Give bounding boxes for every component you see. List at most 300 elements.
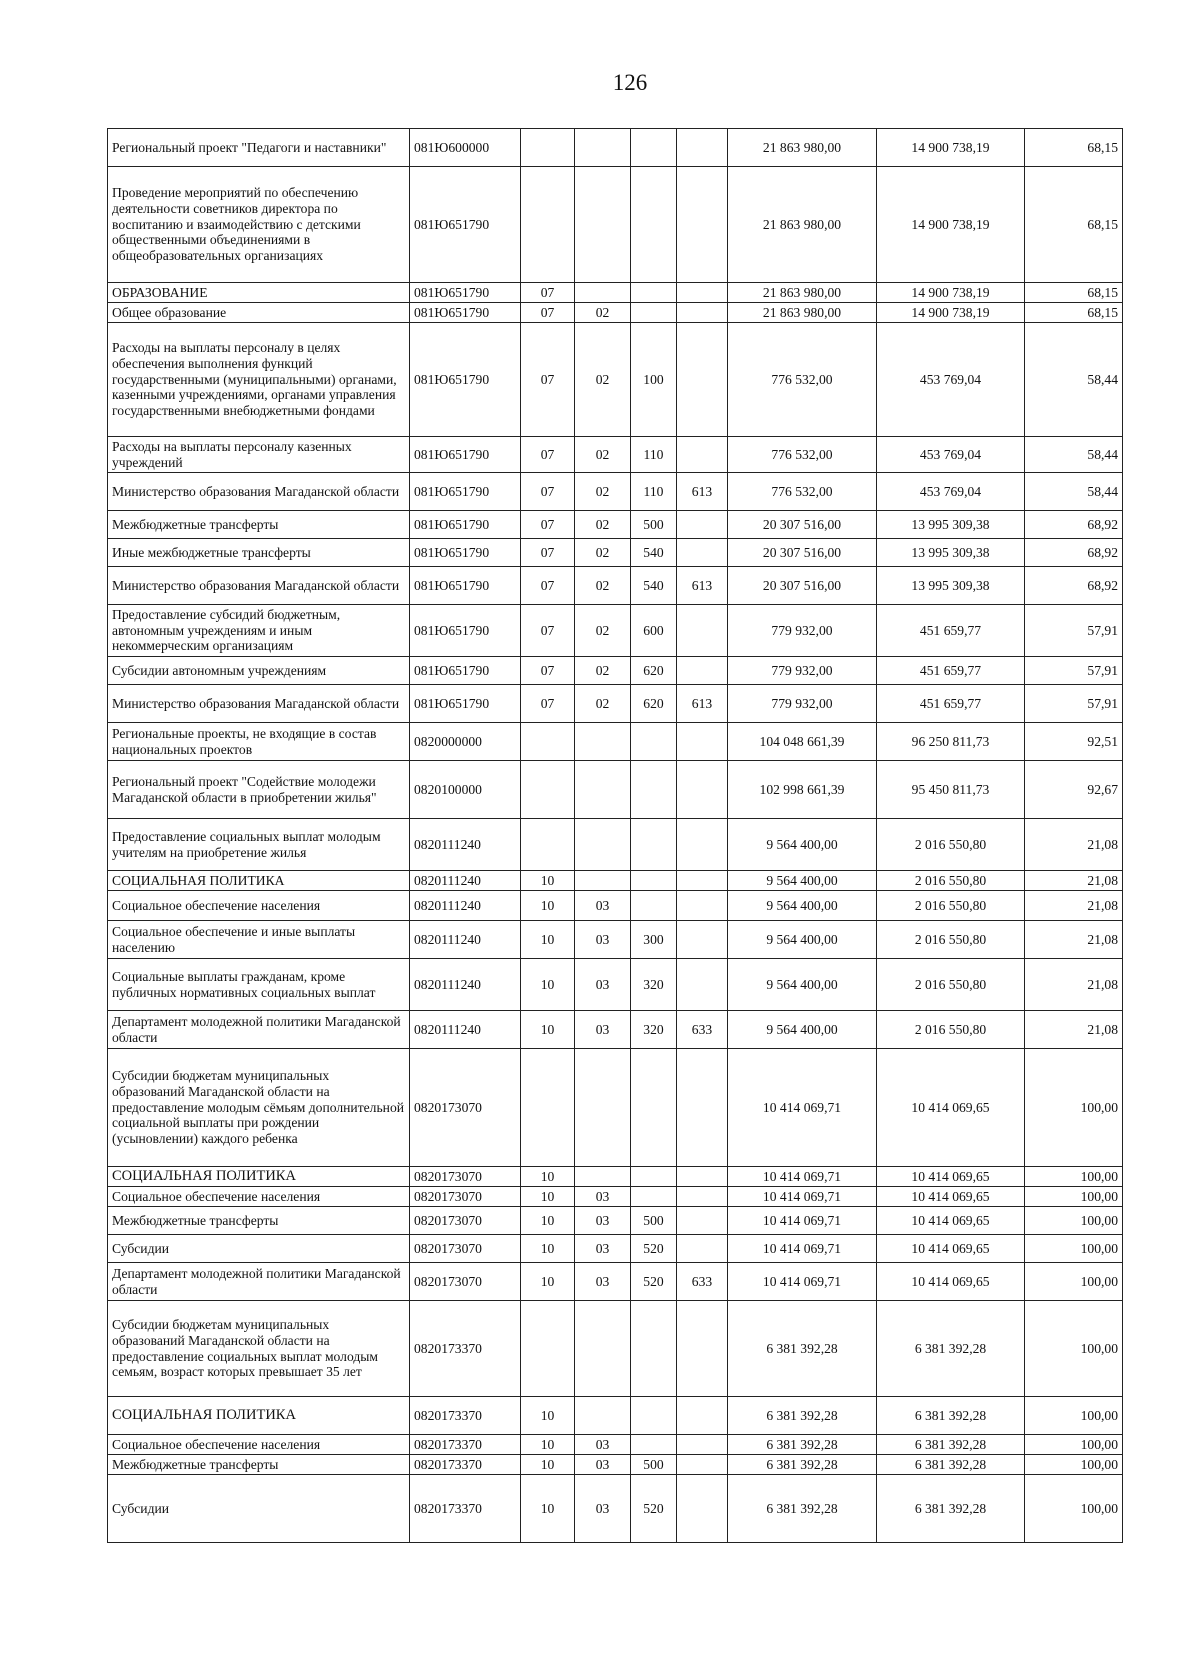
row-section: 10 — [521, 959, 575, 1011]
row-actual-amount: 6 381 392,28 — [877, 1455, 1025, 1475]
row-name: Субсидии — [108, 1475, 410, 1543]
row-target-article: 081Ю651790 — [410, 657, 521, 685]
row-expense-type: 520 — [631, 1235, 677, 1263]
row-percent: 100,00 — [1025, 1187, 1123, 1207]
row-subsection: 02 — [575, 437, 631, 473]
table-row — [108, 323, 1123, 437]
row-admin-code — [677, 1187, 728, 1207]
row-target-article: 0820173070 — [410, 1263, 521, 1301]
table-row — [108, 605, 1123, 657]
row-subsection: 02 — [575, 539, 631, 567]
row-section — [521, 761, 575, 819]
budget-table-body — [108, 129, 1123, 1543]
row-percent: 21,08 — [1025, 819, 1123, 871]
row-target-article: 0820173070 — [410, 1235, 521, 1263]
row-percent: 57,91 — [1025, 605, 1123, 657]
row-expense-type — [631, 129, 677, 167]
row-expense-type: 600 — [631, 605, 677, 657]
row-actual-amount: 453 769,04 — [877, 437, 1025, 473]
row-target-article: 0820173070 — [410, 1187, 521, 1207]
row-section: 10 — [521, 1187, 575, 1207]
row-subsection: 02 — [575, 303, 631, 323]
table-row — [108, 891, 1123, 921]
table-row — [108, 437, 1123, 473]
row-expense-type — [631, 1435, 677, 1455]
table-row — [108, 539, 1123, 567]
row-admin-code — [677, 657, 728, 685]
row-actual-amount: 6 381 392,28 — [877, 1301, 1025, 1397]
row-planned-amount: 779 932,00 — [728, 685, 877, 723]
row-subsection: 03 — [575, 1235, 631, 1263]
row-admin-code — [677, 1167, 728, 1187]
row-expense-type — [631, 283, 677, 303]
row-subsection — [575, 819, 631, 871]
table-row — [108, 511, 1123, 539]
row-actual-amount: 10 414 069,65 — [877, 1187, 1025, 1207]
row-subsection: 03 — [575, 1187, 631, 1207]
row-name: Региональные проекты, не входящие в состав национальных проектов — [108, 723, 410, 761]
row-name: Министерство образования Магаданской области — [108, 567, 410, 605]
row-name: Проведение мероприятий по обеспечению деятельности советников директора по воспитанию и взаимодействию с детскими общественными объединениями в общеобразовательных организациях — [108, 167, 410, 283]
row-admin-code — [677, 1435, 728, 1455]
row-subsection — [575, 761, 631, 819]
table-row — [108, 819, 1123, 871]
row-admin-code — [677, 1049, 728, 1167]
table-row — [108, 129, 1123, 167]
table-row — [108, 723, 1123, 761]
row-percent: 68,15 — [1025, 303, 1123, 323]
row-actual-amount: 10 414 069,65 — [877, 1207, 1025, 1235]
table-row — [108, 657, 1123, 685]
row-subsection: 03 — [575, 1455, 631, 1475]
row-actual-amount: 14 900 738,19 — [877, 283, 1025, 303]
row-actual-amount: 6 381 392,28 — [877, 1435, 1025, 1455]
row-target-article: 081Ю651790 — [410, 539, 521, 567]
row-planned-amount: 9 564 400,00 — [728, 891, 877, 921]
row-admin-code — [677, 167, 728, 283]
row-percent: 57,91 — [1025, 657, 1123, 685]
row-actual-amount: 2 016 550,80 — [877, 959, 1025, 1011]
row-section: 10 — [521, 1455, 575, 1475]
row-planned-amount: 104 048 661,39 — [728, 723, 877, 761]
row-actual-amount: 453 769,04 — [877, 473, 1025, 511]
table-row — [108, 761, 1123, 819]
row-percent: 68,92 — [1025, 511, 1123, 539]
row-name: Межбюджетные трансферты — [108, 1455, 410, 1475]
row-section: 07 — [521, 605, 575, 657]
row-planned-amount: 9 564 400,00 — [728, 921, 877, 959]
row-planned-amount: 6 381 392,28 — [728, 1455, 877, 1475]
row-admin-code: 633 — [677, 1011, 728, 1049]
row-expense-type: 500 — [631, 511, 677, 539]
row-admin-code — [677, 761, 728, 819]
row-subsection — [575, 1167, 631, 1187]
row-target-article: 081Ю651790 — [410, 567, 521, 605]
table-row — [108, 1455, 1123, 1475]
row-planned-amount: 21 863 980,00 — [728, 167, 877, 283]
row-expense-type: 540 — [631, 539, 677, 567]
row-name: Иные межбюджетные трансферты — [108, 539, 410, 567]
row-admin-code — [677, 323, 728, 437]
row-subsection: 03 — [575, 959, 631, 1011]
table-row — [108, 567, 1123, 605]
row-percent: 92,67 — [1025, 761, 1123, 819]
row-admin-code: 613 — [677, 567, 728, 605]
row-name: Предоставление социальных выплат молодым учителям на приобретение жилья — [108, 819, 410, 871]
row-target-article: 0820000000 — [410, 723, 521, 761]
row-actual-amount: 6 381 392,28 — [877, 1475, 1025, 1543]
row-planned-amount: 10 414 069,71 — [728, 1235, 877, 1263]
table-row — [108, 1397, 1123, 1435]
row-percent: 21,08 — [1025, 891, 1123, 921]
row-percent: 100,00 — [1025, 1207, 1123, 1235]
row-planned-amount: 20 307 516,00 — [728, 539, 877, 567]
row-planned-amount: 6 381 392,28 — [728, 1301, 877, 1397]
table-row — [108, 1011, 1123, 1049]
row-expense-type — [631, 303, 677, 323]
row-actual-amount: 2 016 550,80 — [877, 1011, 1025, 1049]
row-admin-code — [677, 437, 728, 473]
row-section: 10 — [521, 1397, 575, 1435]
row-section: 07 — [521, 685, 575, 723]
row-target-article: 081Ю651790 — [410, 437, 521, 473]
row-expense-type: 320 — [631, 1011, 677, 1049]
row-percent: 68,92 — [1025, 567, 1123, 605]
row-admin-code: 613 — [677, 473, 728, 511]
row-actual-amount: 13 995 309,38 — [877, 567, 1025, 605]
row-actual-amount: 2 016 550,80 — [877, 891, 1025, 921]
row-section — [521, 167, 575, 283]
row-target-article: 081Ю651790 — [410, 511, 521, 539]
row-subsection — [575, 1397, 631, 1435]
row-subsection — [575, 283, 631, 303]
row-target-article: 081Ю600000 — [410, 129, 521, 167]
row-admin-code — [677, 1235, 728, 1263]
row-percent: 100,00 — [1025, 1475, 1123, 1543]
table-row — [108, 473, 1123, 511]
row-subsection: 03 — [575, 1011, 631, 1049]
row-target-article: 0820111240 — [410, 819, 521, 871]
row-section: 10 — [521, 921, 575, 959]
row-name: Межбюджетные трансферты — [108, 1207, 410, 1235]
table-row — [108, 1435, 1123, 1455]
row-percent: 100,00 — [1025, 1167, 1123, 1187]
row-target-article: 0820173070 — [410, 1207, 521, 1235]
row-admin-code — [677, 1397, 728, 1435]
row-name: Социальное обеспечение населения — [108, 1435, 410, 1455]
table-row — [108, 871, 1123, 891]
row-target-article: 0820173370 — [410, 1397, 521, 1435]
row-planned-amount: 10 414 069,71 — [728, 1167, 877, 1187]
row-target-article: 081Ю651790 — [410, 167, 521, 283]
row-actual-amount: 95 450 811,73 — [877, 761, 1025, 819]
row-subsection — [575, 129, 631, 167]
row-admin-code — [677, 921, 728, 959]
row-percent: 68,15 — [1025, 167, 1123, 283]
row-actual-amount: 10 414 069,65 — [877, 1049, 1025, 1167]
table-row — [108, 303, 1123, 323]
row-subsection: 02 — [575, 605, 631, 657]
row-percent: 21,08 — [1025, 1011, 1123, 1049]
row-planned-amount: 20 307 516,00 — [728, 567, 877, 605]
row-planned-amount: 6 381 392,28 — [728, 1475, 877, 1543]
row-target-article: 0820111240 — [410, 871, 521, 891]
page-number: 126 — [612, 70, 648, 95]
row-planned-amount: 10 414 069,71 — [728, 1187, 877, 1207]
row-name: Субсидии — [108, 1235, 410, 1263]
row-section — [521, 723, 575, 761]
row-name: Министерство образования Магаданской области — [108, 685, 410, 723]
row-actual-amount: 2 016 550,80 — [877, 871, 1025, 891]
row-subsection: 02 — [575, 567, 631, 605]
row-name: Расходы на выплаты персоналу в целях обеспечения выполнения функций государственными (муниципальными) органами, казенными учреждениями, органами управления государственными внебюджетными фондами — [108, 323, 410, 437]
row-planned-amount: 21 863 980,00 — [728, 303, 877, 323]
row-target-article: 081Ю651790 — [410, 283, 521, 303]
row-percent: 21,08 — [1025, 871, 1123, 891]
row-name: Субсидии автономным учреждениям — [108, 657, 410, 685]
row-expense-type: 520 — [631, 1263, 677, 1301]
row-name: Субсидии бюджетам муниципальных образований Магаданской области на предоставление молодым сёмьям дополнительной социальной выплаты при рождении (усыновлении) каждого ребенка — [108, 1049, 410, 1167]
row-percent: 58,44 — [1025, 437, 1123, 473]
row-subsection: 03 — [575, 891, 631, 921]
row-target-article: 081Ю651790 — [410, 685, 521, 723]
row-expense-type — [631, 761, 677, 819]
row-name: СОЦИАЛЬНАЯ ПОЛИТИКА — [108, 871, 410, 891]
table-row — [108, 921, 1123, 959]
row-target-article: 0820111240 — [410, 959, 521, 1011]
row-admin-code — [677, 891, 728, 921]
row-name: Предоставление субсидий бюджетным, автономным учреждениям и иным некоммерческим организациям — [108, 605, 410, 657]
table-row — [108, 283, 1123, 303]
row-target-article: 081Ю651790 — [410, 303, 521, 323]
row-expense-type: 540 — [631, 567, 677, 605]
row-admin-code — [677, 539, 728, 567]
row-percent: 57,91 — [1025, 685, 1123, 723]
row-section: 07 — [521, 657, 575, 685]
row-actual-amount: 14 900 738,19 — [877, 167, 1025, 283]
table-row — [108, 167, 1123, 283]
row-section: 10 — [521, 1235, 575, 1263]
row-percent: 68,15 — [1025, 283, 1123, 303]
row-expense-type: 500 — [631, 1455, 677, 1475]
row-planned-amount: 20 307 516,00 — [728, 511, 877, 539]
row-expense-type — [631, 891, 677, 921]
row-actual-amount: 451 659,77 — [877, 685, 1025, 723]
row-admin-code — [677, 605, 728, 657]
row-expense-type — [631, 1049, 677, 1167]
row-name: Межбюджетные трансферты — [108, 511, 410, 539]
row-section: 07 — [521, 323, 575, 437]
row-admin-code — [677, 959, 728, 1011]
row-expense-type: 100 — [631, 323, 677, 437]
row-admin-code — [677, 511, 728, 539]
row-actual-amount: 14 900 738,19 — [877, 303, 1025, 323]
row-subsection: 02 — [575, 473, 631, 511]
row-expense-type — [631, 1301, 677, 1397]
row-actual-amount: 10 414 069,65 — [877, 1167, 1025, 1187]
row-percent: 100,00 — [1025, 1435, 1123, 1455]
row-planned-amount: 6 381 392,28 — [728, 1397, 877, 1435]
row-planned-amount: 9 564 400,00 — [728, 959, 877, 1011]
table-row — [108, 1049, 1123, 1167]
row-subsection — [575, 1301, 631, 1397]
row-target-article: 0820173370 — [410, 1301, 521, 1397]
row-expense-type: 520 — [631, 1475, 677, 1543]
row-percent: 100,00 — [1025, 1235, 1123, 1263]
row-admin-code — [677, 1455, 728, 1475]
row-subsection: 03 — [575, 1207, 631, 1235]
row-section: 10 — [521, 891, 575, 921]
row-planned-amount: 9 564 400,00 — [728, 1011, 877, 1049]
row-planned-amount: 776 532,00 — [728, 437, 877, 473]
row-actual-amount: 10 414 069,65 — [877, 1235, 1025, 1263]
row-percent: 68,15 — [1025, 129, 1123, 167]
row-expense-type: 620 — [631, 685, 677, 723]
row-section: 10 — [521, 1011, 575, 1049]
row-admin-code — [677, 871, 728, 891]
row-expense-type: 620 — [631, 657, 677, 685]
table-row — [108, 685, 1123, 723]
row-actual-amount: 451 659,77 — [877, 657, 1025, 685]
row-target-article: 0820173370 — [410, 1455, 521, 1475]
row-planned-amount: 10 414 069,71 — [728, 1263, 877, 1301]
row-admin-code — [677, 303, 728, 323]
row-percent: 100,00 — [1025, 1263, 1123, 1301]
row-name: Региональный проект "Содействие молодежи Магаданской области в приобретении жилья" — [108, 761, 410, 819]
budget-table — [107, 128, 1123, 1543]
row-admin-code — [677, 1207, 728, 1235]
row-admin-code — [677, 129, 728, 167]
table-row — [108, 1207, 1123, 1235]
row-subsection: 02 — [575, 685, 631, 723]
row-admin-code: 613 — [677, 685, 728, 723]
row-section — [521, 129, 575, 167]
table-row — [108, 1187, 1123, 1207]
row-expense-type: 300 — [631, 921, 677, 959]
row-subsection: 02 — [575, 511, 631, 539]
row-actual-amount: 2 016 550,80 — [877, 819, 1025, 871]
row-expense-type — [631, 167, 677, 283]
row-expense-type: 500 — [631, 1207, 677, 1235]
row-admin-code — [677, 819, 728, 871]
row-subsection — [575, 723, 631, 761]
row-planned-amount: 21 863 980,00 — [728, 129, 877, 167]
row-percent: 100,00 — [1025, 1301, 1123, 1397]
row-expense-type — [631, 1167, 677, 1187]
row-subsection: 02 — [575, 323, 631, 437]
row-expense-type: 110 — [631, 437, 677, 473]
row-planned-amount: 9 564 400,00 — [728, 871, 877, 891]
row-target-article: 0820111240 — [410, 1011, 521, 1049]
table-row — [108, 1263, 1123, 1301]
row-percent: 92,51 — [1025, 723, 1123, 761]
row-actual-amount: 14 900 738,19 — [877, 129, 1025, 167]
row-percent: 58,44 — [1025, 323, 1123, 437]
row-target-article: 081Ю651790 — [410, 473, 521, 511]
row-section: 07 — [521, 511, 575, 539]
row-section: 10 — [521, 1167, 575, 1187]
row-planned-amount: 779 932,00 — [728, 605, 877, 657]
row-percent: 21,08 — [1025, 959, 1123, 1011]
row-name: Социальные выплаты гражданам, кроме публичных нормативных социальных выплат — [108, 959, 410, 1011]
row-name: Социальное обеспечение и иные выплаты населению — [108, 921, 410, 959]
row-actual-amount: 6 381 392,28 — [877, 1397, 1025, 1435]
row-subsection — [575, 871, 631, 891]
row-planned-amount: 10 414 069,71 — [728, 1207, 877, 1235]
row-planned-amount: 776 532,00 — [728, 323, 877, 437]
row-subsection: 03 — [575, 1475, 631, 1543]
row-expense-type — [631, 819, 677, 871]
row-expense-type — [631, 1397, 677, 1435]
row-section: 10 — [521, 1475, 575, 1543]
row-subsection: 03 — [575, 1435, 631, 1455]
row-percent: 100,00 — [1025, 1049, 1123, 1167]
row-name: Расходы на выплаты персоналу казенных учреждений — [108, 437, 410, 473]
row-planned-amount: 779 932,00 — [728, 657, 877, 685]
row-admin-code — [677, 1475, 728, 1543]
row-percent: 100,00 — [1025, 1397, 1123, 1435]
table-row — [108, 1301, 1123, 1397]
row-actual-amount: 453 769,04 — [877, 323, 1025, 437]
row-subsection — [575, 1049, 631, 1167]
row-admin-code — [677, 1301, 728, 1397]
row-name: Общее образование — [108, 303, 410, 323]
row-percent: 68,92 — [1025, 539, 1123, 567]
row-section: 07 — [521, 437, 575, 473]
row-actual-amount: 2 016 550,80 — [877, 921, 1025, 959]
row-name: Социальное обеспечение населения — [108, 891, 410, 921]
row-subsection: 03 — [575, 1263, 631, 1301]
row-target-article: 0820173370 — [410, 1475, 521, 1543]
row-planned-amount: 10 414 069,71 — [728, 1049, 877, 1167]
row-actual-amount: 13 995 309,38 — [877, 511, 1025, 539]
row-planned-amount: 6 381 392,28 — [728, 1435, 877, 1455]
row-expense-type — [631, 1187, 677, 1207]
row-expense-type: 320 — [631, 959, 677, 1011]
row-target-article: 081Ю651790 — [410, 605, 521, 657]
table-row — [108, 1167, 1123, 1187]
row-target-article: 0820173070 — [410, 1167, 521, 1187]
row-name: СОЦИАЛЬНАЯ ПОЛИТИКА — [108, 1397, 410, 1435]
row-section: 07 — [521, 539, 575, 567]
row-admin-code — [677, 723, 728, 761]
row-section: 10 — [521, 1207, 575, 1235]
row-planned-amount: 9 564 400,00 — [728, 819, 877, 871]
row-target-article: 081Ю651790 — [410, 323, 521, 437]
row-actual-amount: 10 414 069,65 — [877, 1263, 1025, 1301]
row-actual-amount: 13 995 309,38 — [877, 539, 1025, 567]
row-expense-type — [631, 871, 677, 891]
table-row — [108, 1235, 1123, 1263]
row-planned-amount: 21 863 980,00 — [728, 283, 877, 303]
row-planned-amount: 776 532,00 — [728, 473, 877, 511]
row-percent: 21,08 — [1025, 921, 1123, 959]
row-target-article: 0820111240 — [410, 921, 521, 959]
row-admin-code — [677, 283, 728, 303]
row-target-article: 0820111240 — [410, 891, 521, 921]
row-planned-amount: 102 998 661,39 — [728, 761, 877, 819]
row-subsection — [575, 167, 631, 283]
row-name: Региональный проект "Педагоги и наставники" — [108, 129, 410, 167]
table-row — [108, 959, 1123, 1011]
row-expense-type: 110 — [631, 473, 677, 511]
row-section: 07 — [521, 283, 575, 303]
row-section: 07 — [521, 303, 575, 323]
row-name: Департамент молодежной политики Магаданской области — [108, 1263, 410, 1301]
row-target-article: 0820100000 — [410, 761, 521, 819]
row-admin-code: 633 — [677, 1263, 728, 1301]
row-name: СОЦИАЛЬНАЯ ПОЛИТИКА — [108, 1167, 410, 1187]
